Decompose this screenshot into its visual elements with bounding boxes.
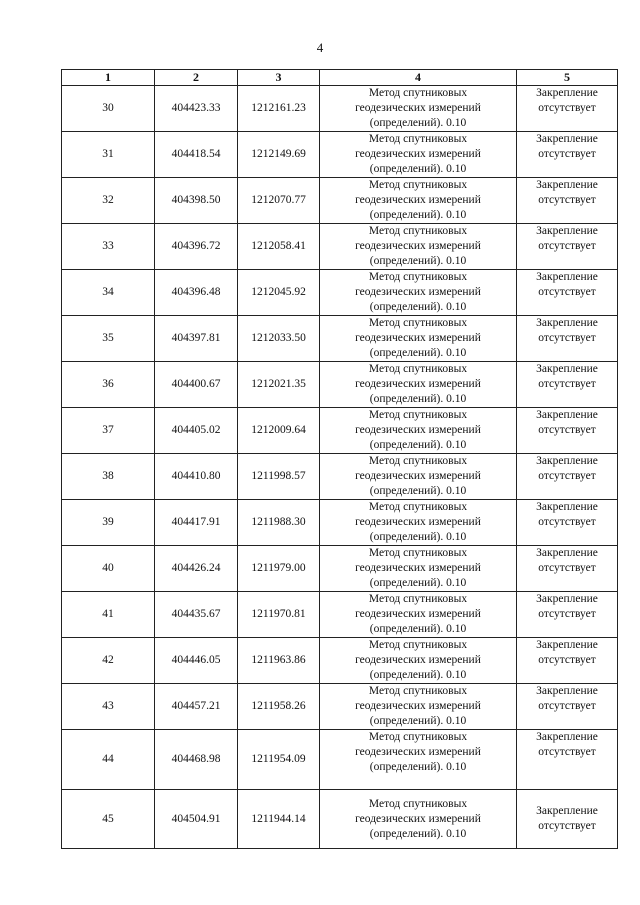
fixing-cell (517, 454, 618, 500)
x-coordinate-cell: 404410.80 (155, 454, 238, 500)
method-line: геодезических измерений (355, 700, 481, 712)
method-line: Метод спутниковых (368, 317, 468, 329)
method-line: (определений). 0.10 (369, 209, 467, 221)
fixing-line: Закрепление (536, 317, 598, 329)
table-row (62, 638, 618, 684)
method-line: Метод спутниковых (368, 409, 468, 421)
y-coordinate-cell: 1212021.35 (238, 362, 320, 408)
fixing-cell (517, 500, 618, 546)
method-line: (определений). 0.10 (369, 485, 467, 497)
method-line: (определений). 0.10 (369, 347, 467, 359)
method-cell (320, 86, 517, 132)
method-line: Метод спутниковых (368, 639, 468, 651)
fixing-line: отсутствует (538, 654, 596, 666)
method-line: геодезических измерений (355, 812, 481, 825)
table-row (62, 86, 618, 132)
fixing-line: Закрепление (536, 271, 598, 283)
method-line: (определений). 0.10 (369, 531, 467, 543)
fixing-line: отсутствует (538, 470, 596, 482)
x-coordinate-cell: 404400.67 (155, 362, 238, 408)
method-cell (320, 270, 517, 316)
x-coordinate-cell: 404397.81 (155, 316, 238, 362)
fixing-line: отсутствует (538, 148, 596, 160)
method-line: геодезических измерений (355, 148, 481, 160)
method-line: (определений). 0.10 (369, 577, 467, 589)
method-line: геодезических измерений (355, 424, 481, 436)
fixing-line: отсутствует (538, 424, 596, 436)
table-row (62, 408, 618, 454)
fixing-cell (517, 684, 618, 730)
fixing-cell (517, 546, 618, 592)
y-coordinate-cell: 1212161.23 (238, 86, 320, 132)
coordinates-table (61, 69, 618, 849)
fixing-line: Закрепление (536, 501, 598, 513)
x-coordinate-cell: 404405.02 (155, 408, 238, 454)
fixing-cell (517, 790, 618, 849)
fixing-line: отсутствует (538, 700, 596, 712)
x-coordinate-cell: 404398.50 (155, 178, 238, 224)
fixing-cell (517, 316, 618, 362)
column-header: 5 (517, 70, 618, 86)
method-line: (определений). 0.10 (369, 163, 467, 175)
y-coordinate-cell: 1211958.26 (238, 684, 320, 730)
method-cell (320, 638, 517, 684)
method-cell (320, 362, 517, 408)
table-row (62, 454, 618, 500)
fixing-cell (517, 362, 618, 408)
point-number-cell: 36 (62, 362, 155, 408)
table-row (62, 546, 618, 592)
method-line: Метод спутниковых (368, 133, 468, 145)
method-cell (320, 224, 517, 270)
method-line: (определений). 0.10 (369, 761, 467, 773)
x-coordinate-cell: 404426.24 (155, 546, 238, 592)
method-line: геодезических измерений (355, 608, 481, 620)
table-row (62, 316, 618, 362)
method-cell (320, 316, 517, 362)
y-coordinate-cell: 1212045.92 (238, 270, 320, 316)
point-number-cell: 40 (62, 546, 155, 592)
point-number-cell: 41 (62, 592, 155, 638)
y-coordinate-cell: 1212070.77 (238, 178, 320, 224)
point-number-cell: 32 (62, 178, 155, 224)
method-cell (320, 454, 517, 500)
point-number-cell: 33 (62, 224, 155, 270)
fixing-cell (517, 270, 618, 316)
method-cell (320, 132, 517, 178)
fixing-line: отсутствует (538, 608, 596, 620)
y-coordinate-cell: 1211979.00 (238, 546, 320, 592)
method-line: геодезических измерений (355, 470, 481, 482)
table-row (62, 684, 618, 730)
method-line: геодезических измерений (355, 746, 481, 758)
column-header: 1 (62, 70, 155, 86)
method-line: (определений). 0.10 (369, 669, 467, 681)
method-line: геодезических измерений (355, 286, 481, 298)
y-coordinate-cell: 1212149.69 (238, 132, 320, 178)
fixing-line: отсутствует (538, 746, 596, 758)
method-cell (320, 500, 517, 546)
table-row (62, 132, 618, 178)
fixing-line: Закрепление (536, 133, 598, 145)
fixing-line: Закрепление (536, 455, 598, 467)
fixing-line: отсутствует (538, 516, 596, 528)
method-line: геодезических измерений (355, 240, 481, 252)
fixing-line: отсутствует (538, 102, 596, 114)
method-line: Метод спутниковых (368, 593, 468, 605)
fixing-line: Закрепление (536, 363, 598, 375)
y-coordinate-cell: 1211944.14 (238, 790, 320, 849)
fixing-line: Закрепление (536, 805, 598, 817)
fixing-cell (517, 638, 618, 684)
table-row (62, 178, 618, 224)
fixing-cell (517, 592, 618, 638)
method-line: Метод спутниковых (368, 455, 468, 467)
method-line: Метод спутниковых (368, 797, 468, 810)
fixing-cell (517, 730, 618, 790)
point-number-cell: 39 (62, 500, 155, 546)
table-row (62, 592, 618, 638)
point-number-cell: 30 (62, 86, 155, 132)
method-line: (определений). 0.10 (369, 301, 467, 313)
point-number-cell: 44 (62, 730, 155, 790)
fixing-line: отсутствует (538, 240, 596, 252)
point-number-cell: 38 (62, 454, 155, 500)
method-cell (320, 178, 517, 224)
table-row (62, 270, 618, 316)
fixing-cell (517, 86, 618, 132)
x-coordinate-cell: 404504.91 (155, 790, 238, 849)
y-coordinate-cell: 1212033.50 (238, 316, 320, 362)
fixing-cell (517, 408, 618, 454)
fixing-cell (517, 132, 618, 178)
point-number-cell: 34 (62, 270, 155, 316)
table-row (62, 730, 618, 790)
column-header: 2 (155, 70, 238, 86)
method-line: (определений). 0.10 (369, 393, 467, 405)
column-header: 3 (238, 70, 320, 86)
method-line: (определений). 0.10 (369, 827, 467, 840)
fixing-line: Закрепление (536, 639, 598, 651)
method-cell (320, 730, 517, 790)
y-coordinate-cell: 1211988.30 (238, 500, 320, 546)
y-coordinate-cell: 1211970.81 (238, 592, 320, 638)
x-coordinate-cell: 404446.05 (155, 638, 238, 684)
fixing-line: Закрепление (536, 547, 598, 559)
x-coordinate-cell: 404418.54 (155, 132, 238, 178)
fixing-cell (517, 178, 618, 224)
method-cell (320, 546, 517, 592)
table-row (62, 790, 618, 849)
method-line: геодезических измерений (355, 562, 481, 574)
fixing-line: Закрепление (536, 685, 598, 697)
fixing-line: отсутствует (538, 820, 596, 832)
x-coordinate-cell: 404396.48 (155, 270, 238, 316)
point-number-cell: 35 (62, 316, 155, 362)
table-row (62, 362, 618, 408)
fixing-line: отсутствует (538, 286, 596, 298)
fixing-cell (517, 224, 618, 270)
method-line: Метод спутниковых (368, 363, 468, 375)
method-line: Метод спутниковых (368, 685, 468, 697)
method-cell (320, 684, 517, 730)
fixing-line: Закрепление (536, 225, 598, 237)
table-row (62, 500, 618, 546)
x-coordinate-cell: 404423.33 (155, 86, 238, 132)
method-cell (320, 592, 517, 638)
fixing-line: отсутствует (538, 332, 596, 344)
method-line: (определений). 0.10 (369, 255, 467, 267)
fixing-line: Закрепление (536, 593, 598, 605)
method-cell (320, 408, 517, 454)
x-coordinate-cell: 404435.67 (155, 592, 238, 638)
x-coordinate-cell: 404457.21 (155, 684, 238, 730)
point-number-cell: 43 (62, 684, 155, 730)
method-line: Метод спутниковых (368, 731, 468, 743)
fixing-line: отсутствует (538, 562, 596, 574)
method-line: (определений). 0.10 (369, 439, 467, 451)
method-line: Метод спутниковых (368, 225, 468, 237)
method-line: Метод спутниковых (368, 501, 468, 513)
page-number: 4 (316, 40, 324, 55)
method-line: (определений). 0.10 (369, 117, 467, 129)
point-number-cell: 37 (62, 408, 155, 454)
x-coordinate-cell: 404417.91 (155, 500, 238, 546)
method-line: геодезических измерений (355, 654, 481, 666)
method-line: Метод спутниковых (368, 271, 468, 283)
fixing-line: отсутствует (538, 194, 596, 206)
point-number-cell: 45 (62, 790, 155, 849)
method-line: геодезических измерений (355, 378, 481, 390)
y-coordinate-cell: 1211998.57 (238, 454, 320, 500)
table-header-row (62, 70, 618, 86)
y-coordinate-cell: 1212009.64 (238, 408, 320, 454)
column-header: 4 (320, 70, 517, 86)
method-line: Метод спутниковых (368, 179, 468, 191)
fixing-line: Закрепление (536, 87, 598, 99)
x-coordinate-cell: 404396.72 (155, 224, 238, 270)
table-row (62, 224, 618, 270)
y-coordinate-cell: 1211954.09 (238, 730, 320, 790)
method-line: Метод спутниковых (368, 87, 468, 99)
method-line: Метод спутниковых (368, 547, 468, 559)
method-line: геодезических измерений (355, 194, 481, 206)
x-coordinate-cell: 404468.98 (155, 730, 238, 790)
y-coordinate-cell: 1212058.41 (238, 224, 320, 270)
method-line: геодезических измерений (355, 516, 481, 528)
fixing-line: отсутствует (538, 378, 596, 390)
point-number-cell: 31 (62, 132, 155, 178)
fixing-line: Закрепление (536, 179, 598, 191)
fixing-line: Закрепление (536, 409, 598, 421)
method-line: (определений). 0.10 (369, 715, 467, 727)
method-line: (определений). 0.10 (369, 623, 467, 635)
method-cell (320, 790, 517, 849)
fixing-line: Закрепление (536, 731, 598, 743)
method-line: геодезических измерений (355, 332, 481, 344)
method-line: геодезических измерений (355, 102, 481, 114)
y-coordinate-cell: 1211963.86 (238, 638, 320, 684)
point-number-cell: 42 (62, 638, 155, 684)
